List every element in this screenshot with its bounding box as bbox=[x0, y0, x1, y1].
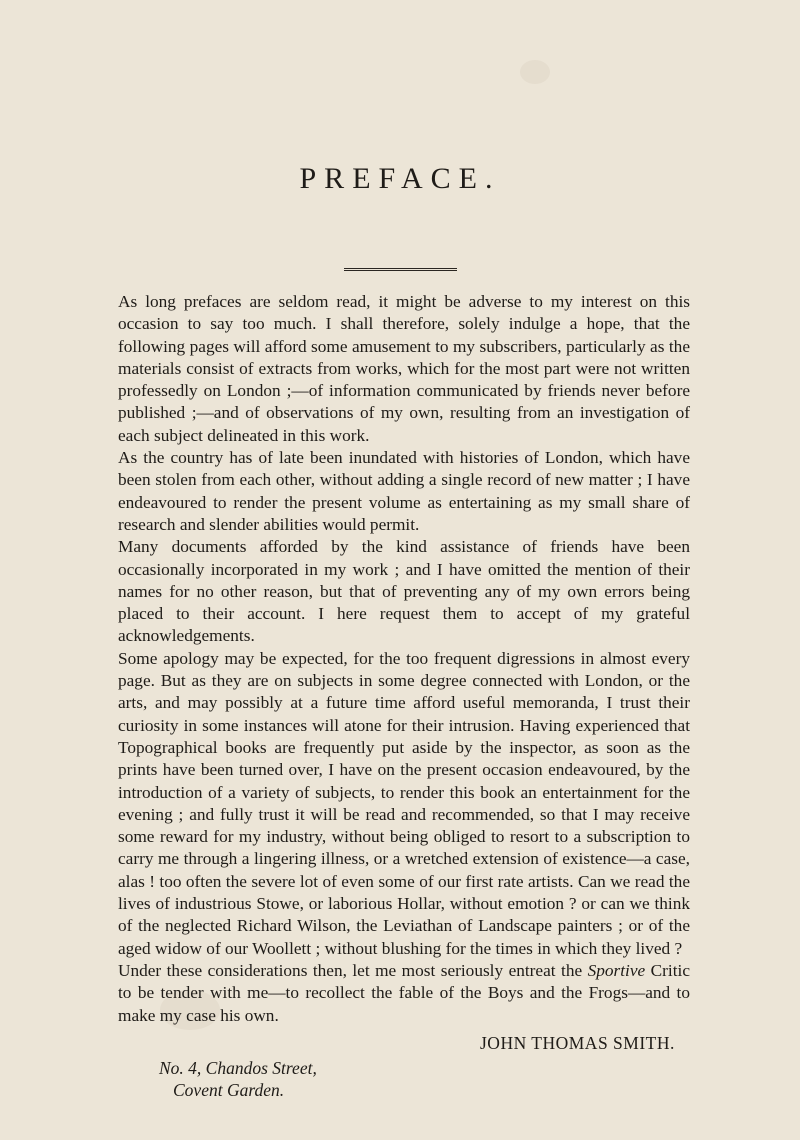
title-divider bbox=[344, 268, 457, 271]
closing-italic: Sportive bbox=[587, 960, 646, 980]
author-address bbox=[159, 1057, 317, 1101]
preface-body bbox=[118, 291, 690, 1027]
address-line: No. 4, Chandos Street, bbox=[159, 1058, 317, 1078]
closing-paragraph bbox=[118, 960, 690, 1027]
closing-text: Critic to be tender with me—to recollect the fable of the Boys and the Frogs—and to make my case his own. bbox=[118, 960, 690, 1025]
author-signature: JOHN THOMAS SMITH. bbox=[480, 1033, 675, 1053]
page-title: PREFACE. bbox=[299, 162, 501, 195]
closing-text: Under these considerations then, let me most seriously entreat the bbox=[118, 960, 588, 980]
paper-stain bbox=[520, 60, 550, 84]
address-line: Covent Garden. bbox=[173, 1080, 285, 1100]
paragraph: As the country has of late been inundated with histories of London, which have been stolen from each other, without adding a single record of new matter ; I have endeavoured to render the present volume as entertaining as my small share of research and slender abilities would permit. bbox=[118, 448, 690, 534]
paragraph: Many documents afforded by the kind assistance of friends have been occasionally incorporated in my work ; and I have omitted the mention of their names for no other reason, but that of preventing any of my own errors being placed to their account. I here request them to accept of my grateful acknowledgements. bbox=[118, 537, 690, 646]
paragraph: As long prefaces are seldom read, it might be adverse to my interest on this occasion to say too much. I shall therefore, solely indulge a hope, that the following pages will afford some amusement to my subscribers, particularly as the materials consist of extracts from works, which for the most part were not written professedly on London ;—of information communicated by friends never before published ;—and of observations of my own, resulting from an investigation of each subject delineated in this work. bbox=[118, 292, 690, 445]
paragraph: Some apology may be expected, for the too frequent digressions in almost every page. But as they are on subjects in some degree connected with London, or the arts, and may possibly at a future time afford useful memoranda, I trust their curiosity in some instances will atone for their intrusion. Having experienced that Topographical books are frequently put aside by the inspector, as soon as the prints have been turned over, I have on the present occasion endeavoured, by the introduction of a variety of subjects, to render this book an entertainment for the evening ; and fully trust it will be read and recommended, so that I may receive some reward for my industry, without being obliged to resort to a subscription to carry me through a lingering illness, or a wretched extension of existence—a case, alas ! too often the severe lot of even some of our first rate artists. Can we read the lives of industrious Stowe, or laborious Hollar, without emotion ? or can we think of the neglected Richard Wilson, the Leviathan of Landscape painters ; or of the aged widow of our Woollett ; without blushing for the times in which they lived ? bbox=[118, 648, 690, 958]
